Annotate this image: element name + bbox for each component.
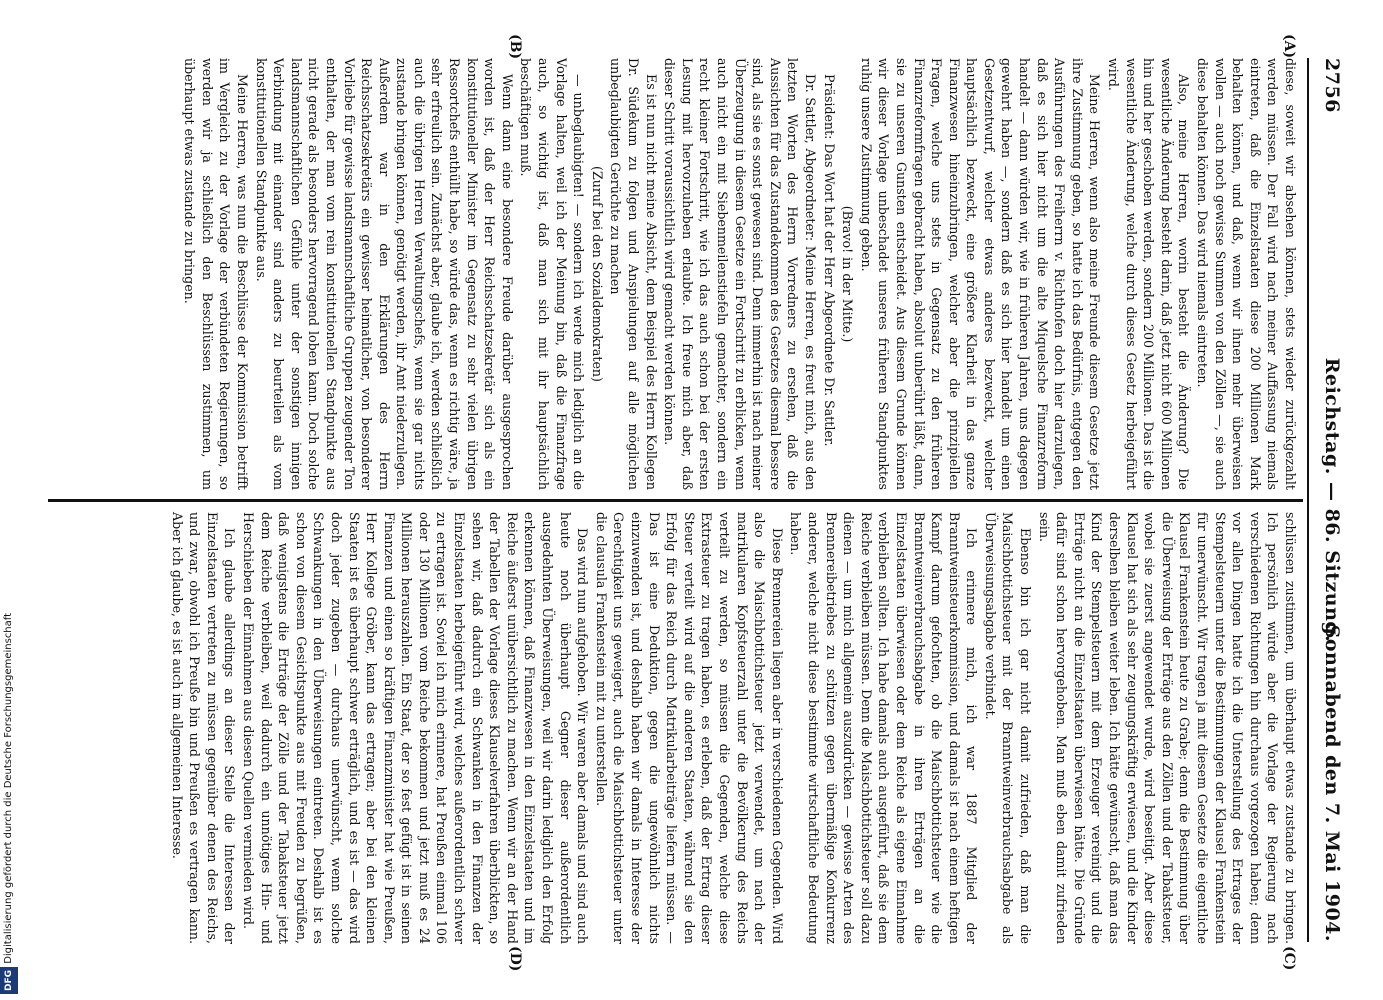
session-date: Sonnabend den 7. Mai 1904. [1321,624,1343,942]
paragraph: Das wird nun aufgehoben. Wir waren aber damals und sind auch heute noch überhaupt Gegner dieser außerordentlich ausgedehnten Überweisungen, weil wir darin lediglich den Erfolg erkennen können, daß Finanzwesen in den Einzelstaaten und im Reiche äußerst unübersichtlich zu machen. Wenn wir an der Hand der Tabellen der Vorlage dieses Klauselverfahren überblickten, so sehen wir, daß dadurch ein Schwanken in den Finanzen der Einzelstaaten herbeigeführt wird, welches außerordentlich schwer zu ertragen ist. Soviel ich mich erinnere, hat Preußen einmal 106 oder 130 Millionen vom Reiche bekommen und jetzt muß es 24 Millionen herauszahlen. Ein Staat, der so fest gefügt ist in seinen Finanzen und einen so kräftigen Finanzminister hat wie Preußen, Herr Kollege Gröber, kann das ertragen; aber bei den kleinen Staaten ist es überhaupt schwer erträglich, und es ist — das wird doch jeder zugeben — durchaus unerwünscht, wenn solche Schwankungen in den Überweisungen eintreten. Deshalb ist es schon von diesem Gesichtspunkte aus mit Freuden zu begrüßen, daß wenigstens die Erträge der Zölle und der Tabaksteuer jetzt dem Reiche verbleiben, weil dadurch ein unnötiges Hin- und Herschieben der Einnahmen aus diesen Quellen vermieden wird. [240,512,591,944]
digitization-credit [0,0,20,1000]
paragraph: Meine Herren, wenn also meine Freunde diesem Gesetze jetzt ihre Zustimmung geben, so hatte ich das Bedürfnis, entgegen den Ausführungen des Freiherrn v. Richthofen doch hier darzulegen, daß es sich hier nicht um die alte Miquelsche Finanzreform handelt — dann würden wir, wie in früheren Jahren, uns dagegen gewehrt haben —, sondern daß es sich hier handelt um einen Gesetzentwurf, welcher etwas anderes bezweckt, welcher hauptsächlich bezweckt, eine größere Klarheit in das ganze Finanzwesen hineinzubringen, welcher aber die prinzipiellen Fragen, welche uns stets in Gegensatz zu den früheren Finanzreformfragen gebracht haben, absolut unberührt läßt, dann, sie zu unseren Gunsten entscheidet. Aus diesem Grunde können wir dieser Vorlage unbeschadet unseres früheren Standpunktes ruhig unsere Zustimmung geben. [858,58,1103,490]
interjection: (Bravo! in der Mitte.) [840,205,856,343]
paragraph: Ich glaube allerdings an dieser Stelle die Interessen der Einzelstaaten vertreten zu müssen gegenüber denen des Reichs, und zwar, obwohl ich Preuße bin und Preußen es vertragen kann. Aber ich glaube, es ist auch im allgemeinen Interesse. [169,512,238,944]
credit-text: Digitalisierung gefördert durch die Deutsche Forschungsgemeinschaft [3,612,14,964]
paragraph: Meine Herren, was nun die Beschlüsse der Kommission betrifft im Vergleich zu der Vorlage der verbündeten Regierungen, so werden wir ja schließlich den Beschlüssen zustimmen, um überhaupt etwas zustande zu bringen. [182,58,250,490]
paragraph: — unbeglaubigten! — sondern ich werde mich lediglich an die Vorlage halten, weil ich der Meinung bin, daß die Finanzfrage auch, so wichtig ist, daß man sich mit ihr hauptsächlich beschäftigen muß. [518,58,587,490]
margin-mark-a: (A) [1281,34,1297,59]
paragraph: Also, meine Herren, worin besteht die Änderung? Die wesentliche Änderung besteht darin, daß jetzt nicht 600 Millionen hin und her geschoben werden, sondern 200 Millionen. Das ist die wesentliche Änderung, welche durch dieses Gesetz herbeigeführt wird. [1106,58,1192,490]
paragraph: Es ist nun nicht meine Absicht, dem Beispiel des Herrn Kollegen Dr. Südekum zu folgen und Anspielungen auf alle möglichen unbeglaubigten Gerüchte zu machen [608,58,659,490]
header-rule [1307,58,1309,942]
margin-mark-c: (C) [1281,946,1297,971]
interjection: (Zuruf bei den Sozialdemokraten) [589,166,605,382]
paragraph: Diese Brennereien liegen aber in verschiedenen Gegenden. Wird also die Maischbottichsteuer jetzt verwendet, um nach der matrikularen Kopfsteuerzahl unter die Bevölkerung des Reichs verteilt zu werden, so müssen die Gegenden, welche diese Extrasteuer zu tragen haben, es erleben, daß der Ertrag dieser Steuer verteilt wird auf die anderen Staaten, während sie den Erfolg für das Reich durch Matrikularbeiträge liefern müssen. — Das ist eine Deduktion, gegen die ungewöhnlich nichts einzuwenden ist, und deshalb haben wir damals in Interesse der Gerechtigkeit uns geweigert, auch die Maischbottichsteuer unter die clausula Frankenstein mit zu unterstellen. [593,512,785,944]
left-column [180,58,1299,490]
paragraph: diese, soweit wir absehen können, stets wieder zurückgezahlt werden müssen. Der Fall wird nach meiner Auffassung niemals eintreten, daß die Einzelstaaten diese 200 Millionen Mark behalten können, und daß, wenn wir ihnen mehr überweisen wollen — auch noch gewisse Summen von den Zöllen —, sie auch diese behalten können. Das wird niemals eintreten. [1195,58,1298,490]
right-column [167,512,1299,944]
paragraph: Ebenso bin ich gar nicht damit zufrieden, daß man die Maischbottichsteuer mit der Branntweinverbrauchsabgabe als Überweisungsabgabe verbindet. [982,512,1034,944]
page-number: 2756 [1321,58,1343,113]
dfg-logo: DFG [0,967,18,994]
paragraph: Wenn dann eine besondere Freude darüber ausgesprochen worden ist, daß der Herr Reichsschatzsekretär sich als ein konstitutioneller Minister im Gegensatz zu sehr vielen übrigen Ressortchefs enthüllt habe, so würde das, wenn es richtig wäre, ja sehr erfreulich sein. Zunächst aber, glaube ich, werden schließlich auch die übrigen Herren Verwaltungschefs, wenn sie gar nichts zustande bringen können, genötigt werden, ihr Amt niederzulegen. Außerdem war in den Erklärungen des Herrn Reichsschatzsekretärs ein gewisser heimatlicher, von besonderer Vorliebe für gewisse landsmannschaftliche Gruppen zeugender Ton enthalten, der man vom rein konstitutionellen Standpunkte aus nicht gerade als besonders hervorragend loben kann. Doch solche landsmannschaftlichen Gefühle unter der sonstigen innigen Verbindung mit einander sind anders zu beurteilen als vom konstitutionellen Standpunkte aus. [253,58,515,490]
margin-mark-d: (D) [507,946,523,972]
paragraph: Ich erinnere mich, ich war 1887 Mitglied der Branntweinsteuerkommission, und damals ist nach einem heftigen Kampf darum gefochten, ob die Maischbottichsteuer wie die Branntweinverbrauchsabgabe in ihren Erträgen an die Einzelstaaten überwiesen oder dem Reiche als eigene Einnahme verbleiben sollten. Ich habe damals auch ausgeführt, daß sie dem Reiche verbleiben müssen. Denn die Maischbottichsteuer soll dazu dienen — um mich allgemein auszudrücken — gewisse Arten des Brennereibetriebes zu schützen gegen übermäßige Konkurrenz anderer, welche nicht diese bestimmte wirtschaftliche Bedeutung haben. [788,512,980,944]
page-header [1311,58,1345,942]
paragraph: schlüssen zustimmen, um überhaupt etwas zustande zu bringen. Ich persönlich würde aber die Vorlage der Regierung nach verschiedenen Richtungen hin durchaus vorgezogen haben; denn vor allen Dingen hatte ich die Unterstellung des Ertrages der Stempelsteuern unter die Bestimmungen der Klausel Frankenstein für unerwünscht. Wir tragen ja mit diesem Gesetze die eigentliche Klausel Frankenstein heute zu Grabe; denn die Bestimmung über die Überweisung der Erträge aus den Zöllen und der Tabaksteuer, wobei sie zuerst angewendet wurde, wird beseitigt. Aber diese Klausel hat sich als sehr zeugungskräftig erwiesen, und die Kinder derselben bleiben weiter leben. Ich hätte gewünscht, daß man das Kind der Stempelsteuern mit dem Erzeuger vereinigt und die Erträge nicht an die Einzelstaaten überwiesen hätte. Die Gründe dafür sind schon hervorgehoben. Man muß eben damit zufrieden sein. [1036,512,1298,944]
speaker-paragraph: Dr. Sattler, Abgeordneter: Meine Herren, es freut mich, aus den letzten Worten des Herrn Vorredners zu ersehen, daß die Aussichten für das Zustandekommen des Gesetzes diesmal bessere sind, als sie es sonst gewesen sind. Denn immerhin ist nach meiner Überzeugung in diesem Gesetze ein Fortschritt zu erblicken, wenn auch nicht ein mit Siebenmeilenstiefeln gemachter, sondern ein recht kleiner Fortschritt, wie ich das auch schon bei der ersten Lesung mit hervorzuheben erlaubte. Ich freue mich aber, daß dieser Schritt voraussichtlich wird gemacht werden können. [662,58,818,490]
margin-mark-b: (B) [507,34,523,60]
speaker-paragraph: Präsident: Das Wort hat der Herr Abgeordnete Dr. Sattler. [821,74,837,447]
running-title: Reichstag. — 86. Sitzung. [1321,357,1343,643]
column-divider [48,499,1303,502]
